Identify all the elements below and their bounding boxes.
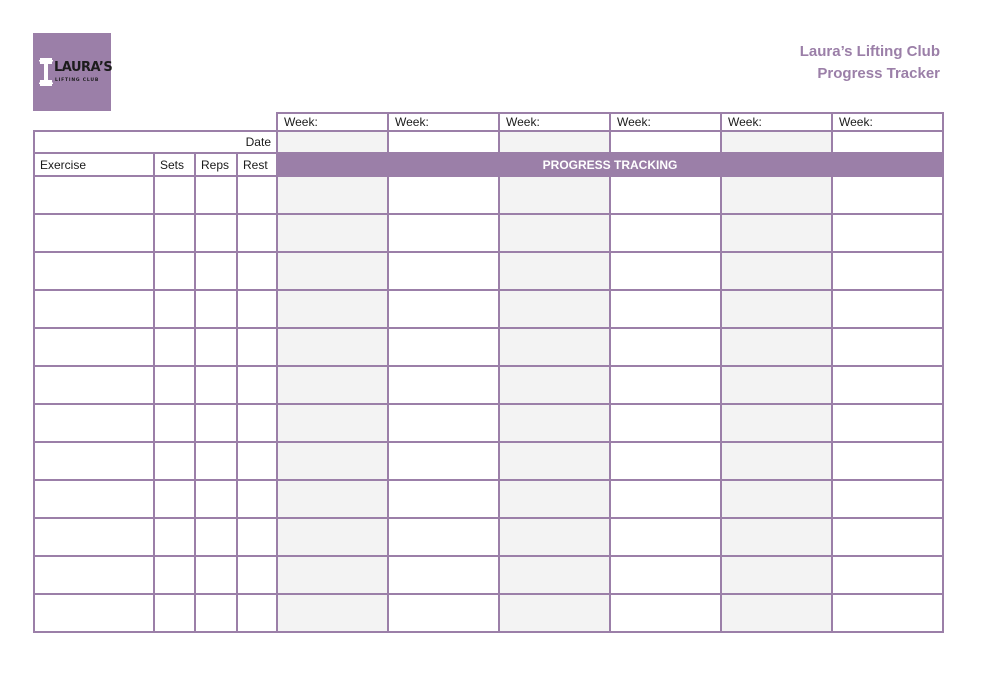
week-entry-cell[interactable] [832, 290, 943, 328]
table-row [34, 556, 943, 594]
exercise-cell[interactable] [34, 556, 154, 594]
week-entry-cell[interactable] [277, 252, 388, 290]
week-entry-cell[interactable] [721, 442, 832, 480]
table-row [34, 252, 943, 290]
rest-header: Rest [237, 153, 277, 176]
rest-cell[interactable] [237, 366, 277, 404]
week-label-3[interactable]: Week: [499, 113, 610, 131]
rest-cell[interactable] [237, 518, 277, 556]
rest-cell[interactable] [237, 480, 277, 518]
week-entry-cell[interactable] [721, 176, 832, 214]
exercise-cell[interactable] [34, 366, 154, 404]
exercise-cell[interactable] [34, 480, 154, 518]
week-entry-cell[interactable] [388, 366, 499, 404]
date-cell-2[interactable] [388, 131, 499, 153]
sets-cell[interactable] [154, 518, 195, 556]
sets-cell[interactable] [154, 214, 195, 252]
week-entry-cell[interactable] [721, 594, 832, 632]
tracker-title: Progress Tracker [817, 65, 940, 82]
exercise-cell[interactable] [34, 176, 154, 214]
date-label: Date [34, 131, 277, 153]
week-entry-cell[interactable] [832, 480, 943, 518]
week-entry-cell[interactable] [277, 518, 388, 556]
reps-cell[interactable] [195, 480, 237, 518]
week-entry-cell[interactable] [499, 594, 610, 632]
rest-cell[interactable] [237, 176, 277, 214]
rest-cell[interactable] [237, 252, 277, 290]
week-entry-cell[interactable] [832, 442, 943, 480]
table-row [34, 290, 943, 328]
exercise-cell[interactable] [34, 328, 154, 366]
date-cell-3[interactable] [499, 131, 610, 153]
week-entry-cell[interactable] [610, 252, 721, 290]
exercise-cell[interactable] [34, 518, 154, 556]
exercise-cell[interactable] [34, 404, 154, 442]
reps-cell[interactable] [195, 328, 237, 366]
rest-cell[interactable] [237, 290, 277, 328]
sets-cell[interactable] [154, 366, 195, 404]
progress-tracking-header: PROGRESS TRACKING [277, 153, 943, 176]
week-entry-cell[interactable] [277, 442, 388, 480]
week-entry-cell[interactable] [721, 480, 832, 518]
week-entry-cell[interactable] [499, 518, 610, 556]
week-entry-cell[interactable] [721, 556, 832, 594]
rest-cell[interactable] [237, 328, 277, 366]
table-row [34, 518, 943, 556]
sets-cell[interactable] [154, 290, 195, 328]
week-entry-cell[interactable] [721, 366, 832, 404]
date-cell-6[interactable] [832, 131, 943, 153]
week-entry-cell[interactable] [388, 252, 499, 290]
date-cell-4[interactable] [610, 131, 721, 153]
week-entry-cell[interactable] [499, 328, 610, 366]
table-row [34, 404, 943, 442]
week-entry-cell[interactable] [277, 404, 388, 442]
logo-main-text: LAURA’S [54, 60, 113, 75]
sets-cell[interactable] [154, 480, 195, 518]
table-row [34, 328, 943, 366]
week-entry-cell[interactable] [499, 290, 610, 328]
reps-cell[interactable] [195, 290, 237, 328]
reps-cell[interactable] [195, 404, 237, 442]
week-entry-cell[interactable] [610, 480, 721, 518]
week-entry-cell[interactable] [277, 480, 388, 518]
week-entry-cell[interactable] [721, 404, 832, 442]
dumbbell-icon [39, 58, 53, 86]
week-entry-cell[interactable] [388, 442, 499, 480]
week-entry-cell[interactable] [832, 556, 943, 594]
exercise-cell[interactable] [34, 214, 154, 252]
table-row [34, 214, 943, 252]
week-entry-cell[interactable] [277, 290, 388, 328]
week-entry-cell[interactable] [277, 594, 388, 632]
week-entry-cell[interactable] [499, 442, 610, 480]
week-entry-cell[interactable] [610, 594, 721, 632]
week-entry-cell[interactable] [832, 366, 943, 404]
date-row [34, 131, 943, 153]
progress-table [33, 112, 944, 633]
week-entry-cell[interactable] [721, 328, 832, 366]
week-entry-cell[interactable] [610, 442, 721, 480]
week-entry-cell[interactable] [499, 252, 610, 290]
sets-cell[interactable] [154, 556, 195, 594]
week-entry-cell[interactable] [610, 404, 721, 442]
date-cell-1[interactable] [277, 131, 388, 153]
week-entry-cell[interactable] [277, 176, 388, 214]
week-label-4[interactable]: Week: [610, 113, 721, 131]
table-row [34, 594, 943, 632]
week-entry-cell[interactable] [388, 328, 499, 366]
week-entry-cell[interactable] [610, 518, 721, 556]
table-row [34, 442, 943, 480]
week-label-5[interactable]: Week: [721, 113, 832, 131]
reps-cell[interactable] [195, 518, 237, 556]
exercise-header: Exercise [34, 153, 154, 176]
reps-cell[interactable] [195, 556, 237, 594]
week-entry-cell[interactable] [388, 556, 499, 594]
reps-cell[interactable] [195, 176, 237, 214]
rest-cell[interactable] [237, 404, 277, 442]
week-entry-cell[interactable] [610, 290, 721, 328]
table-row [34, 480, 943, 518]
week-entry-cell[interactable] [721, 290, 832, 328]
week-entry-cell[interactable] [610, 366, 721, 404]
exercise-cell[interactable] [34, 252, 154, 290]
week-entry-cell[interactable] [277, 366, 388, 404]
week-entry-cell[interactable] [832, 404, 943, 442]
sets-cell[interactable] [154, 594, 195, 632]
table-row [34, 176, 943, 214]
table-row [34, 366, 943, 404]
reps-cell[interactable] [195, 594, 237, 632]
week-entry-cell[interactable] [277, 328, 388, 366]
reps-cell[interactable] [195, 252, 237, 290]
week-label-1[interactable]: Week: [277, 113, 388, 131]
sets-cell[interactable] [154, 252, 195, 290]
week-entry-cell[interactable] [721, 252, 832, 290]
week-entry-cell[interactable] [388, 594, 499, 632]
week-entry-cell[interactable] [388, 290, 499, 328]
sets-cell[interactable] [154, 328, 195, 366]
week-entry-cell[interactable] [388, 518, 499, 556]
page-title [800, 41, 940, 85]
week-entry-cell[interactable] [388, 214, 499, 252]
week-entry-cell[interactable] [832, 252, 943, 290]
reps-cell[interactable] [195, 442, 237, 480]
rest-cell[interactable] [237, 214, 277, 252]
week-entry-cell[interactable] [610, 556, 721, 594]
week-entry-cell[interactable] [499, 176, 610, 214]
week-entry-cell[interactable] [832, 214, 943, 252]
week-entry-cell[interactable] [277, 214, 388, 252]
sets-cell[interactable] [154, 404, 195, 442]
column-header-row [34, 153, 943, 176]
sets-cell[interactable] [154, 442, 195, 480]
rest-cell[interactable] [237, 556, 277, 594]
week-entry-cell[interactable] [832, 594, 943, 632]
week-entry-cell[interactable] [610, 214, 721, 252]
week-entry-cell[interactable] [610, 328, 721, 366]
week-entry-cell[interactable] [832, 518, 943, 556]
sets-header: Sets [154, 153, 195, 176]
week-entry-cell[interactable] [499, 404, 610, 442]
week-row [34, 113, 943, 131]
week-label-6[interactable]: Week: [832, 113, 943, 131]
week-entry-cell[interactable] [721, 214, 832, 252]
rest-cell[interactable] [237, 594, 277, 632]
exercise-cell[interactable] [34, 290, 154, 328]
club-logo [33, 33, 111, 111]
week-entry-cell[interactable] [388, 404, 499, 442]
reps-cell[interactable] [195, 366, 237, 404]
week-entry-cell[interactable] [610, 176, 721, 214]
reps-header: Reps [195, 153, 237, 176]
week-label-2[interactable]: Week: [388, 113, 499, 131]
exercise-cell[interactable] [34, 442, 154, 480]
week-entry-cell[interactable] [499, 214, 610, 252]
date-cell-5[interactable] [721, 131, 832, 153]
reps-cell[interactable] [195, 214, 237, 252]
rest-cell[interactable] [237, 442, 277, 480]
exercise-cell[interactable] [34, 594, 154, 632]
logo-sub-text: LIFTING CLUB [55, 78, 100, 83]
club-name: Laura’s Lifting Club [799, 43, 940, 60]
week-entry-cell[interactable] [721, 518, 832, 556]
week-entry-cell[interactable] [388, 480, 499, 518]
week-entry-cell[interactable] [277, 556, 388, 594]
week-entry-cell[interactable] [832, 328, 943, 366]
week-entry-cell[interactable] [499, 556, 610, 594]
sets-cell[interactable] [154, 176, 195, 214]
week-entry-cell[interactable] [832, 176, 943, 214]
week-entry-cell[interactable] [499, 480, 610, 518]
week-entry-cell[interactable] [499, 366, 610, 404]
week-entry-cell[interactable] [388, 176, 499, 214]
